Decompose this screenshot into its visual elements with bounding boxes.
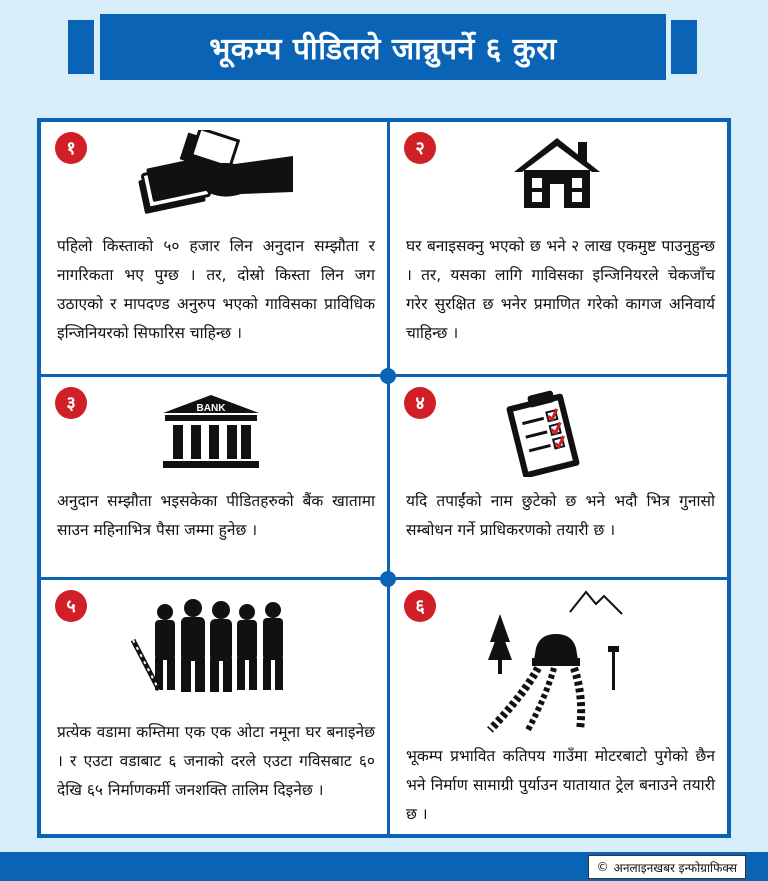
- banner-tab-right: [671, 20, 697, 74]
- info-card-4: [390, 377, 727, 577]
- footer-bar: [0, 852, 768, 881]
- card-text: यदि तपाईंको नाम छुटेको छ भने भदौ भित्र गुनासो सम्बोधन गर्ने प्राधिकरणको तयारी छ ।: [406, 492, 715, 539]
- title-banner: [100, 14, 666, 80]
- card-text: प्रत्येक वडामा कम्तिमा एक एक ओटा नमूना घर बनाइनेछ । र एउटा वडाबाट ६ जनाको दरले एउटा गविसबाट ६० देखि ६५ निर्माणकर्मी जनशक्ति तालिम दिइनेछ ।: [57, 723, 375, 799]
- vehicle-trail-road-icon: [470, 584, 670, 738]
- info-card-3: [41, 377, 387, 577]
- card-number-badge: ३: [55, 387, 87, 419]
- card-text: भूकम्प प्रभावित कतिपय गाउँमा मोटरबाटो पुगेको छैन भने निर्माण सामाग्री पुर्याउन यातायात ट्रेल बनाउने तयारी छ ।: [406, 747, 715, 823]
- copyright-icon: ©: [596, 860, 609, 874]
- info-card-5: [41, 580, 387, 838]
- info-card-2: [390, 122, 727, 374]
- card-number-badge: १: [55, 132, 87, 164]
- card-number-badge: ५: [55, 590, 87, 622]
- credit-text: अनलाइनखबर इन्फोग्राफिक्स: [613, 860, 737, 875]
- credit-badge: [588, 855, 746, 879]
- info-grid: [37, 118, 731, 838]
- page-title: भूकम्प पीडितले जान्नुपर्ने ६ कुरा: [209, 31, 557, 67]
- card-text: घर बनाइसक्नु भएको छ भने २ लाख एकमुष्ट पाउनुहुन्छ । तर, यसका लागि गाविसका इन्जिनियरले चेकजाँच गरेर सुरक्षित छ भनेर प्रमाणित गरेको कागज अनिवार्य चाहिन्छ ।: [406, 237, 715, 342]
- info-card-1: [41, 122, 387, 374]
- card-number-badge: २: [404, 132, 436, 164]
- workers-group-icon: [131, 598, 301, 698]
- card-text: अनुदान सम्झौता भइसकेका पीडितहरुको बैंक खातामा साउन महिनाभित्र पैसा जम्मा हुनेछ ।: [57, 492, 375, 539]
- clipboard-checklist-icon: [502, 389, 586, 481]
- card-text: पहिलो किस्ताको ५० हजार लिन अनुदान सम्झौता र नागरिकता भए पुग्छ । तर, दोस्रो किस्ता लिन जग उठाएको र मापदण्ड अनुरुप भएको गाविसका प्राविधिक इन्जिनियरको सिफारिस चाहिन्छ ।: [57, 237, 375, 342]
- card-number-badge: ६: [404, 590, 436, 622]
- house-icon: [512, 136, 602, 214]
- banner-tab-left: [68, 20, 94, 74]
- bank-icon: [161, 395, 261, 479]
- bank-label: BANK: [196, 403, 226, 414]
- info-card-6: [390, 580, 727, 838]
- cash-in-hand-icon: [137, 130, 297, 220]
- card-number-badge: ४: [404, 387, 436, 419]
